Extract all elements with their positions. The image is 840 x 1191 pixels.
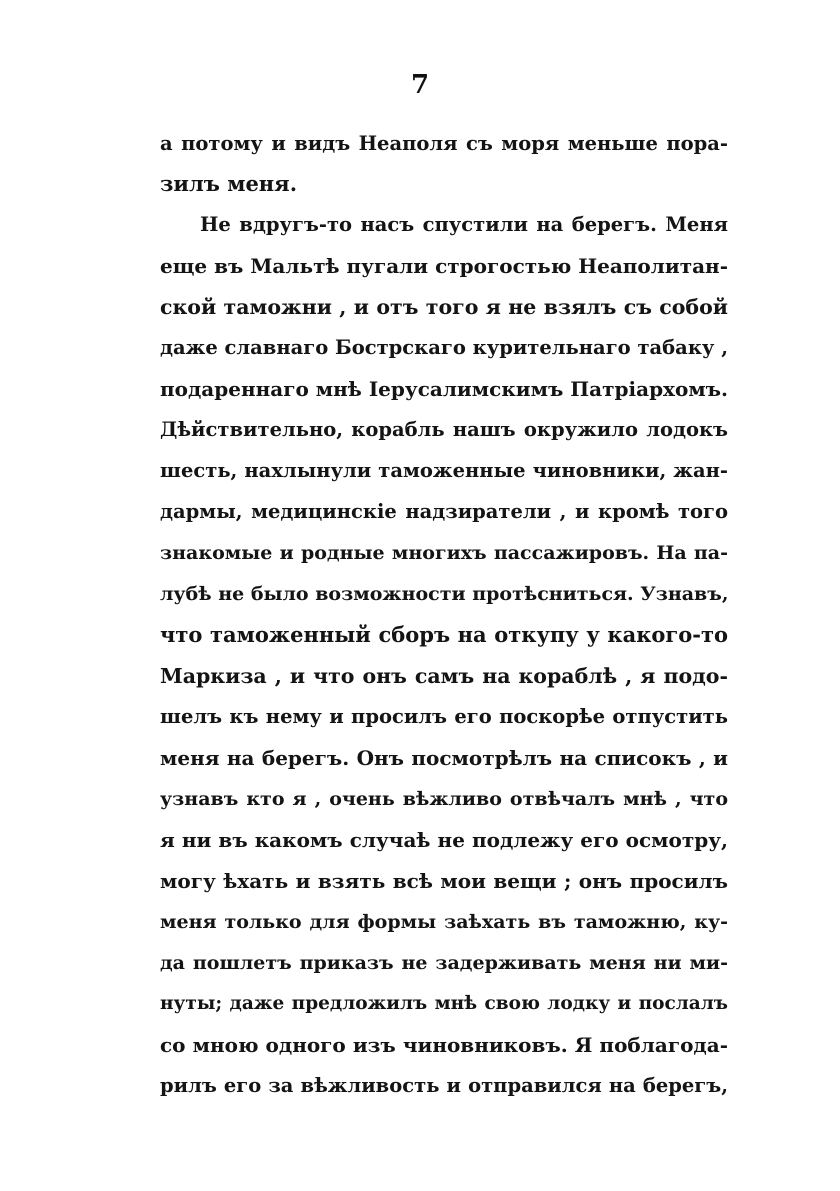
- text-line: со мною одного изъ чиновниковъ. Я поблагода-: [160, 1033, 728, 1057]
- text-line: шелъ къ нему и просилъ его поскорѣе отпустить: [160, 705, 728, 728]
- text-line: дармы, медицинскіе надзиратели , и кромѣ того: [160, 500, 728, 523]
- text-line: еще въ Мальтѣ пугали строгостью Неаполитан-: [160, 254, 728, 278]
- text-line: да пошлетъ приказъ не задерживать меня ни ми-: [160, 952, 728, 974]
- text-line: а потому и видъ Неаполя съ моря меньше пора-: [160, 132, 728, 155]
- text-line: даже славнаго Бострскаго курительнаго табаку ,: [160, 336, 728, 359]
- text-line: Маркиза , и что онъ самъ на кораблѣ , я подо-: [160, 664, 728, 688]
- text-line: лубѣ не было возможности протѣсниться. Узнавъ,: [160, 583, 729, 605]
- text-line: Дѣйствительно, корабль нашъ окружило лодокъ: [160, 418, 728, 441]
- text-line: зилъ меня.: [160, 171, 298, 196]
- text-line: я ни въ какомъ случаѣ не подлежу его осмотру,: [160, 828, 728, 852]
- text-line: меня на берегъ. Онъ посмотрѣлъ на списокъ , и: [160, 746, 728, 770]
- paragraph-first-line: Не вдругъ-то насъ спустили на берегъ. Меня: [200, 213, 728, 236]
- text-line: могу ѣхать и взять всѣ мои вещи ; онъ просилъ: [160, 869, 728, 893]
- text-line: что таможенный сборъ на откупу у какого-то: [160, 622, 728, 647]
- page-number: 7: [410, 70, 430, 100]
- text-line: нуты; даже предложилъ мнѣ свою лодку и послалъ: [160, 993, 728, 1014]
- text-line: знакомые и родные многихъ пассажировъ. На па-: [160, 542, 728, 564]
- text-line: рилъ его за вѣжливость и отправился на берегъ,: [160, 1074, 728, 1097]
- text-line: шесть, нахлынули таможенные чиновники, жан-: [160, 459, 728, 482]
- text-line: подареннаго мнѣ Іерусалимскимъ Патріархомъ.: [160, 377, 728, 401]
- text-line: ской таможни , и отъ того я не взялъ съ собой: [160, 295, 728, 319]
- text-line: меня только для формы заѣхать въ таможню, ку-: [160, 911, 728, 933]
- text-line: узнавъ кто я , очень вѣжливо отвѣчалъ мнѣ , что: [160, 788, 728, 810]
